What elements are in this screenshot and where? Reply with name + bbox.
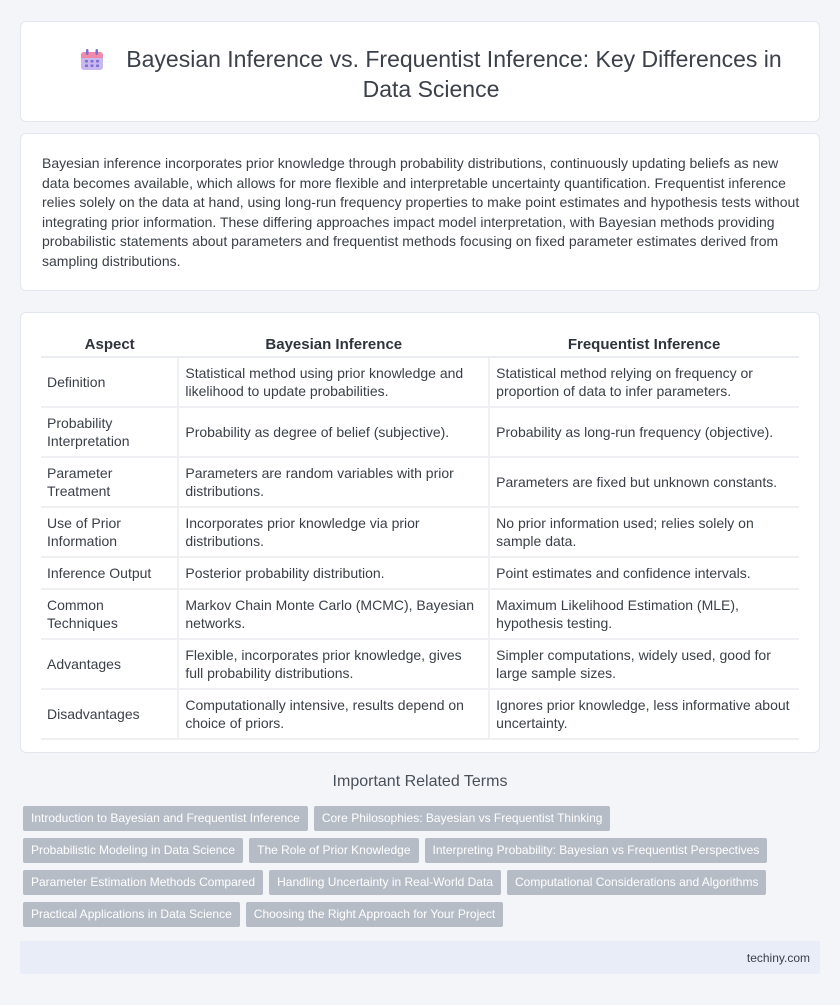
frequentist-cell: No prior information used; relies solely on sample data.	[489, 507, 799, 557]
title-card	[20, 21, 820, 122]
footer-site-link[interactable]: techiny.com	[746, 951, 810, 965]
aspect-cell: Disadvantages	[41, 689, 178, 739]
frequentist-cell: Ignores prior knowledge, less informative about uncertainty.	[489, 689, 799, 739]
table-row	[41, 689, 799, 739]
related-terms-list	[23, 806, 813, 934]
frequentist-cell: Maximum Likelihood Estimation (MLE), hypothesis testing.	[489, 589, 799, 639]
related-term-tag[interactable]: Core Philosophies: Bayesian vs Frequentist Thinking	[314, 806, 611, 831]
table-row	[41, 557, 799, 589]
table-header-row	[41, 332, 799, 357]
frequentist-cell: Probability as long-run frequency (objective).	[489, 407, 799, 457]
related-term-tag[interactable]: Practical Applications in Data Science	[23, 902, 240, 927]
frequentist-cell: Point estimates and confidence intervals.	[489, 557, 799, 589]
header-aspect: Aspect	[41, 332, 178, 357]
table-row	[41, 457, 799, 507]
table-row	[41, 507, 799, 557]
table-row	[41, 639, 799, 689]
bayesian-cell: Parameters are random variables with prior distributions.	[178, 457, 489, 507]
related-terms-title: Important Related Terms	[332, 773, 508, 790]
related-term-tag[interactable]: The Role of Prior Knowledge	[249, 838, 418, 863]
related-term-tag[interactable]: Parameter Estimation Methods Compared	[23, 870, 263, 895]
related-term-tag[interactable]: Introduction to Bayesian and Frequentist Inference	[23, 806, 308, 831]
bayesian-cell: Markov Chain Monte Carlo (MCMC), Bayesian networks.	[178, 589, 489, 639]
related-term-tag[interactable]: Probabilistic Modeling in Data Science	[23, 838, 243, 863]
calendar-icon	[80, 49, 104, 71]
table-row	[41, 357, 799, 407]
page-title-wrap	[61, 44, 801, 104]
related-term-tag[interactable]: Choosing the Right Approach for Your Project	[246, 902, 504, 927]
comparison-table	[41, 332, 799, 740]
aspect-cell: Definition	[41, 357, 178, 407]
aspect-cell: Parameter Treatment	[41, 457, 178, 507]
header-bayesian: Bayesian Inference	[178, 332, 489, 357]
frequentist-cell: Parameters are fixed but unknown constants.	[489, 457, 799, 507]
bayesian-cell: Probability as degree of belief (subjective).	[178, 407, 489, 457]
aspect-cell: Common Techniques	[41, 589, 178, 639]
bayesian-cell: Flexible, incorporates prior knowledge, gives full probability distributions.	[178, 639, 489, 689]
related-term-tag[interactable]: Computational Considerations and Algorithms	[507, 870, 766, 895]
table-row	[41, 589, 799, 639]
page-title: Bayesian Inference vs. Frequentist Inference: Key Differences in Data Science	[126, 46, 782, 102]
frequentist-cell: Statistical method relying on frequency or proportion of data to infer parameters.	[489, 357, 799, 407]
header-frequentist: Frequentist Inference	[489, 332, 799, 357]
summary-card	[20, 133, 820, 291]
summary-text: Bayesian inference incorporates prior knowledge through probability distributions, continuously updating beliefs as new data becomes available, which allows for more flexible and interpretable uncertainty quantification. Frequentist inference relies solely on the data at hand, using long-run frequency properties to make point estimates and hypothesis tests without integrating prior information. These differing approaches impact model interpretation, with Bayesian methods providing probabilistic statements about parameters and frequentist methods focusing on fixed parameter estimates derived from sampling distributions.	[42, 155, 800, 269]
bayesian-cell: Computationally intensive, results depend on choice of priors.	[178, 689, 489, 739]
aspect-cell: Probability Interpretation	[41, 407, 178, 457]
bayesian-cell: Posterior probability distribution.	[178, 557, 489, 589]
frequentist-cell: Simpler computations, widely used, good for large sample sizes.	[489, 639, 799, 689]
bayesian-cell: Incorporates prior knowledge via prior distributions.	[178, 507, 489, 557]
aspect-cell: Use of Prior Information	[41, 507, 178, 557]
related-term-tag[interactable]: Interpreting Probability: Bayesian vs Frequentist Perspectives	[425, 838, 768, 863]
comparison-table-card	[20, 312, 820, 753]
related-term-tag[interactable]: Handling Uncertainty in Real-World Data	[269, 870, 501, 895]
aspect-cell: Inference Output	[41, 557, 178, 589]
table-row	[41, 407, 799, 457]
footer-bar	[20, 941, 820, 974]
aspect-cell: Advantages	[41, 639, 178, 689]
bayesian-cell: Statistical method using prior knowledge and likelihood to update probabilities.	[178, 357, 489, 407]
